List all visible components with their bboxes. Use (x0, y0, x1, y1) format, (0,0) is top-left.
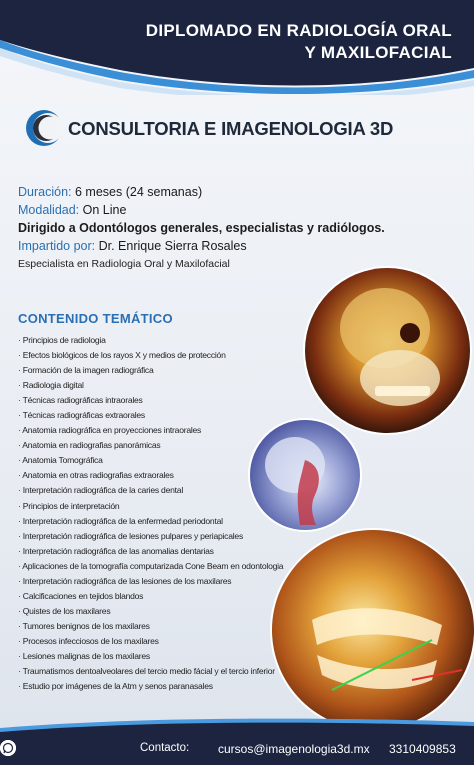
contact-label: Contacto: (140, 742, 190, 754)
topic-item: · Tumores benignos de los maxilares (18, 620, 150, 631)
title-line-1: DIPLOMADO EN RADIOLOGÍA ORAL (145, 21, 452, 40)
impartido-label: Impartido por: (18, 239, 96, 253)
footer (0, 718, 474, 765)
topic-item: · Traumatismos dentoalveolares del tercio medio fácial y el tercio inferior (18, 666, 275, 677)
topic-item: · Interpretación radiográfica de las lesiones de los maxilares (18, 575, 232, 586)
topic-item: · Aplicaciones de la tomografía computarizada Cone Beam en odontologia (18, 560, 284, 571)
topic-item: · Técnicas radiográficas extraorales (18, 410, 145, 421)
topics-list (18, 333, 288, 694)
topic-item: · Principios de radiologia (18, 335, 106, 345)
topic-item: · Anatomia en otras radiografias extraorales (18, 470, 174, 481)
topic-item: · Anatomia en radiografias panorámicas (18, 440, 161, 451)
duracion-value: 6 meses (24 semanas) (74, 185, 203, 199)
especialidad-line: Especialista en Radiologia Oral y Maxilofacial (18, 258, 230, 270)
topic-item: · Formación de la imagen radiográfica (18, 365, 154, 376)
title-line-2: Y MAXILOFACIAL (304, 43, 452, 62)
modalidad-value: On Line (82, 203, 127, 217)
topic-item: · Calcificaciones en tejidos blandos (18, 590, 144, 601)
email-link[interactable]: cursos@imagenologia3d.mx (218, 742, 370, 756)
dirigido-line: Dirigido a Odontólogos generales, especialistas y radiólogos. (18, 221, 385, 235)
topic-item: · Anatomia Tomográfica (18, 455, 103, 466)
contact-row (0, 740, 474, 760)
topic-item: · Interpretación radiográfica de la caries dental (18, 485, 183, 496)
topic-item: · Interpretación radiográfica de lesiones pulpares y periapicales (18, 530, 243, 541)
phone-number[interactable]: 3310409853 (389, 742, 456, 756)
header-banner (0, 0, 474, 95)
duracion-line (18, 183, 458, 201)
topic-item: · Técnicas radiográficas intraorales (18, 395, 143, 406)
contenido-title: CONTENIDO TEMÁTICO (18, 311, 173, 326)
topic-item: · Interpretación radiográfica de la enfermedad periodontal (18, 515, 223, 526)
course-info (18, 183, 458, 273)
teeth-3d-image (272, 530, 474, 730)
topic-item: · Efectos biológicos de los rayos X y medios de protección (18, 350, 226, 361)
crescent-logo-icon (24, 108, 64, 148)
modalidad-label: Modalidad: (18, 203, 80, 217)
modalidad-line (18, 201, 458, 219)
topic-item: · Quistes de los maxilares (18, 605, 111, 616)
topic-item: · Principios de interpretación (18, 500, 120, 511)
topic-item: · Radiologia digital (18, 380, 84, 391)
logo-text: CONSULTORIA E IMAGENOLOGIA 3D (68, 118, 394, 139)
skull-3d-image (305, 268, 470, 433)
impartido-line (18, 237, 458, 255)
impartido-value: Dr. Enrique Sierra Rosales (98, 239, 247, 253)
page-title (146, 20, 452, 64)
topic-item: · Estudio por imágenes de la Atm y senos paranasales (18, 681, 213, 692)
logo (24, 108, 464, 148)
topic-item: · Lesiones malignas de los maxilares (18, 650, 150, 661)
topic-item: · Anatomia radiográfica en proyecciones intraorales (18, 425, 202, 436)
topic-item: · Procesos infecciosos de los maxilares (18, 635, 159, 646)
whatsapp-icon (0, 740, 16, 756)
topic-item: · Interpretación radiográfica de las anomalias dentarias (18, 545, 214, 556)
duracion-label: Duración: (18, 185, 72, 199)
